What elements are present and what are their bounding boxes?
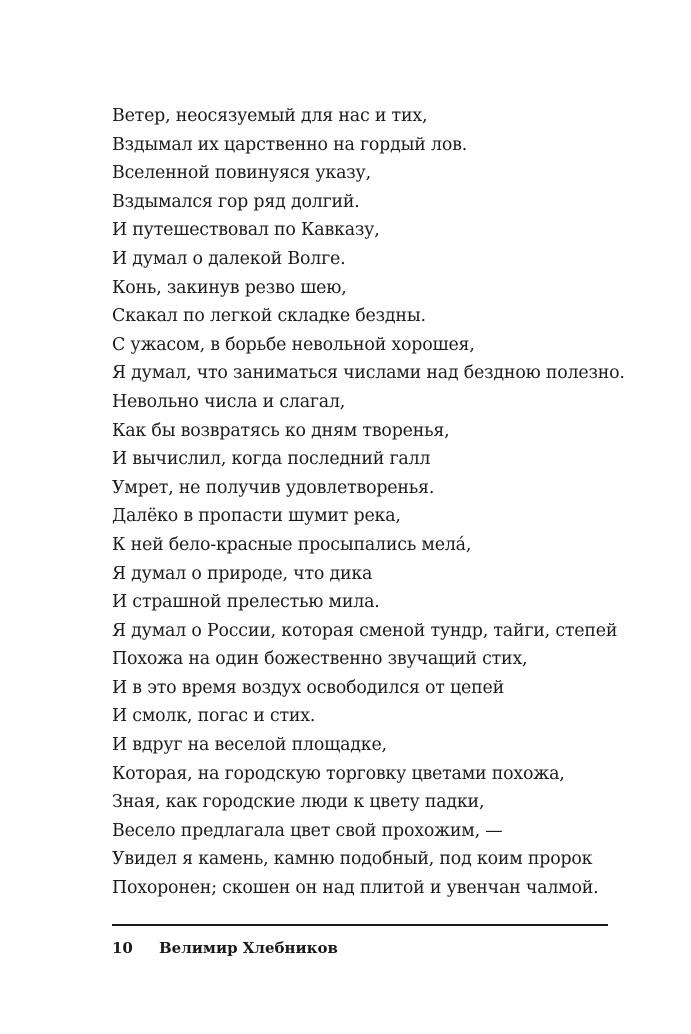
poem-line: И вдруг на веселой площадке, [112,735,387,756]
author-name: Велимир Хлебников [159,939,338,957]
poem-line: И в это время воздух освободился от цепей [112,677,504,698]
poem-line: Скакал по легкой складке бездны. [112,306,426,327]
poem-line: Невольно числа и слагал, [112,391,346,412]
poem-line: И вычислил, когда последний галл [112,449,431,470]
poem-line: Вселенной повинуяся указу, [112,163,371,184]
poem-line: Я думал, что заниматься числами над бездною полезно. [112,363,625,384]
poem-text [112,102,625,903]
poem-line: Как бы возвратясь ко дням творенья, [112,420,450,441]
poem-line: Похожа на один божественно звучащий стих, [112,649,528,670]
poem-line: Я думал о России, которая сменой тундр, тайги, степей [112,620,618,641]
poem-line: И смолк, погас и стих. [112,706,316,727]
poem-line: Ветер, неосязуемый для нас и тих, [112,106,428,126]
poem-line: Я думал о природе, что дика [112,563,373,584]
poem-line: Похоронен; скошен он над плитой и увенчан чалмой. [112,878,599,899]
poem-line: К ней бело-красные просыпались мела́, [112,534,472,555]
poem-line: Конь, закинув резво шею, [112,277,347,298]
poem-line: Зная, как городские люди к цвету падки, [112,792,485,813]
poem-line: И страшной прелестью мила. [112,592,380,613]
poem-line: Которая, на городскую торговку цветами похожа, [112,763,565,784]
poem-line: Умрет, не получив удовлетворенья. [112,477,435,498]
footer-divider [112,924,608,926]
poem-line: Весело предлагала цвет свой прохожим, — [112,820,503,841]
poem-line: И думал о далекой Волге. [112,248,346,269]
poem-line: Далёко в пропасти шумит река, [112,506,401,527]
poem-line: Увидел я камень, камню подобный, под коим пророк [112,849,593,870]
poem-line: И путешествовал по Кавказу, [112,220,380,241]
poem-line: Вздымался гор ряд долгий. [112,191,360,212]
poem-line: Вздымал их царственно на гордый лов. [112,134,468,155]
page-number: 10 [112,939,133,957]
poem-line: С ужасом, в борьбе невольной хорошея, [112,334,475,355]
running-footer [112,936,338,960]
